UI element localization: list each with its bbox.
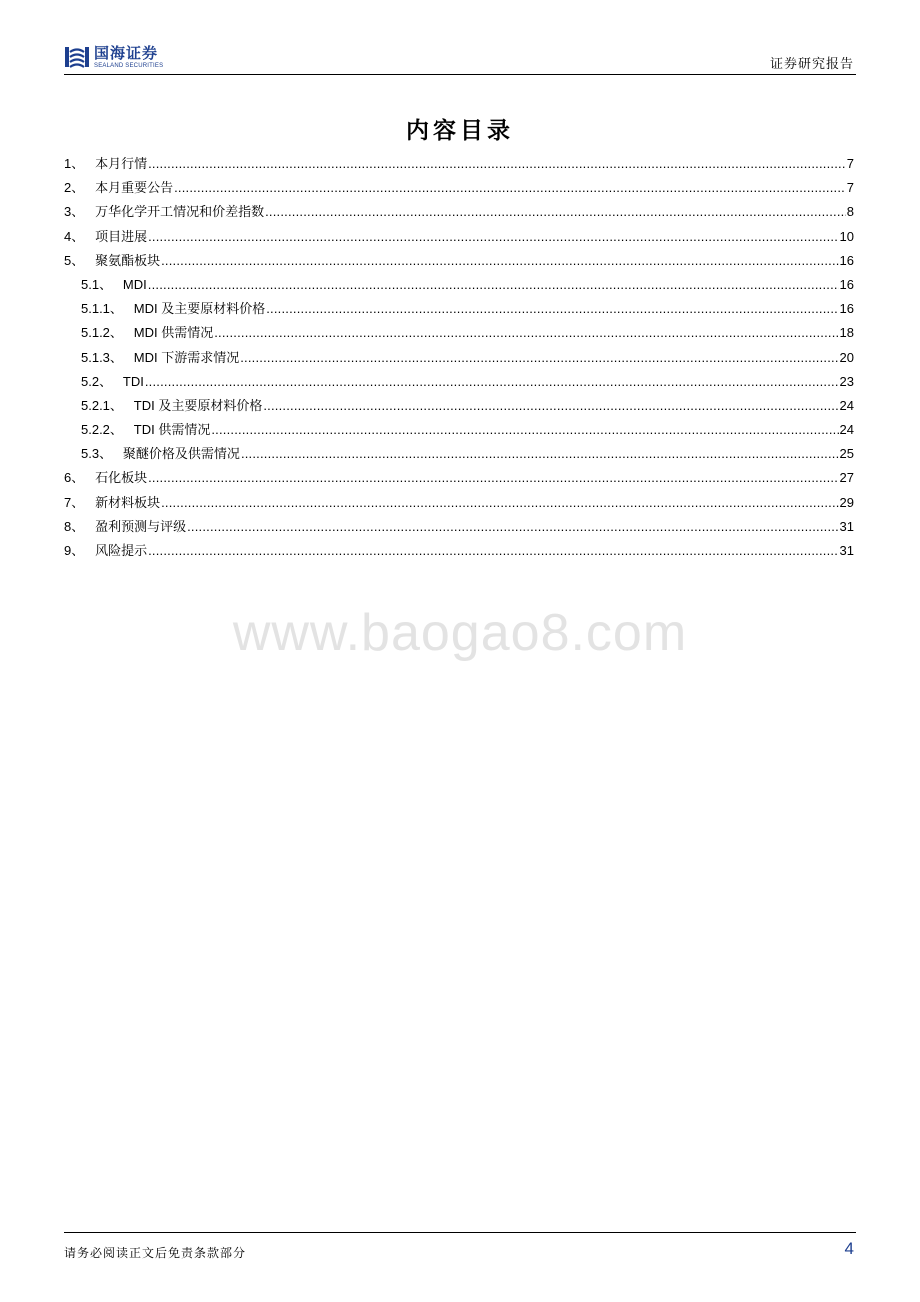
toc-leader-dots [148,229,838,244]
toc-entry-title: 项目进展 [95,228,148,244]
watermark: www.baogao8.com [232,604,688,662]
toc-entry-page: 24 [839,397,854,413]
toc-entry-title: TDI 供需情况 [133,422,211,438]
report-type-label: 证券研究报告 [769,57,854,72]
toc-entry-title: 风险提示 [95,543,148,558]
toc-entry-page: 16 [839,252,854,268]
toc-entry-title: 聚氨酯板块 [95,252,161,268]
toc-entry-title: MDI [122,276,147,292]
toc-entry[interactable] [64,153,854,177]
toc-entry-number: 8、 [64,518,85,534]
toc-entry[interactable] [64,467,854,491]
toc-entry[interactable] [64,371,854,395]
toc-entry-page: 18 [839,325,854,341]
toc-entry-page: 31 [839,543,854,558]
toc-entry-number: 3、 [64,204,85,220]
toc-entry[interactable] [64,540,854,564]
toc-entry[interactable] [64,226,854,250]
sealand-logo-icon [64,44,90,70]
toc-entry-title: 盈利预测与评级 [95,518,187,534]
toc-entry-number: 4、 [64,228,85,244]
toc-leader-dots [148,543,838,558]
toc-entry-title: MDI 及主要原材料价格 [133,301,266,317]
toc-leader-dots [240,350,838,365]
toc-leader-dots [148,277,839,292]
toc-entry-page: 23 [839,373,854,389]
toc-entry-title: TDI 及主要原材料价格 [133,397,263,413]
toc-entry-number: 6、 [64,470,85,486]
toc-entry-number: 5.1.3、 [81,349,123,365]
logo-name-cn: 国海证券 [94,43,159,62]
toc-entry-title: 石化板块 [95,470,148,486]
toc-entry[interactable] [64,419,854,443]
toc-leader-dots [174,180,846,195]
page-header [64,40,856,75]
toc-entry[interactable] [64,322,854,346]
toc-entry-title: TDI [122,373,144,389]
toc-entry-number: 5.1、 [81,276,113,292]
toc-entry-title: MDI 供需情况 [133,325,214,341]
toc-entry-page: 10 [839,228,854,244]
toc-entry-page: 16 [839,276,854,292]
toc-entry-number: 5.2、 [81,373,113,389]
toc-entry[interactable] [64,347,854,371]
toc-leader-dots [148,156,846,171]
toc-entry-title: 聚醚价格及供需情况 [122,446,240,462]
toc-entry-number: 5.1.2、 [81,325,123,341]
toc-leader-dots [145,374,839,389]
toc-entry-title: 新材料板块 [95,494,161,510]
toc-entry[interactable] [64,395,854,419]
toc-title: 内容目录 [406,118,514,144]
toc-entry-page: 27 [839,470,854,486]
toc-entry[interactable] [64,250,854,274]
toc-entry-page: 7 [846,180,854,196]
toc-entry[interactable] [64,443,854,467]
toc-entry-number: 2、 [64,180,85,196]
toc-leader-dots [265,204,846,219]
toc-entry-title: 本月重要公告 [95,180,174,196]
toc-entry[interactable] [64,177,854,201]
toc-leader-dots [263,398,838,413]
toc-entry-page: 20 [839,349,854,365]
toc-entry-title: MDI 下游需求情况 [133,349,240,365]
toc-entry-number: 7、 [64,494,85,510]
toc-entry-number: 1、 [64,156,85,171]
toc-entry-page: 31 [839,518,854,534]
company-logo [64,44,163,70]
toc-entry-number: 9、 [64,543,85,558]
toc-entry-page: 8 [846,204,854,220]
toc-entry[interactable] [64,274,854,298]
toc-leader-dots [161,495,838,510]
toc-entry-page: 29 [839,494,854,510]
toc-leader-dots [148,470,838,485]
toc-leader-dots [214,325,838,340]
toc-entry-number: 5、 [64,252,85,268]
toc-leader-dots [211,422,838,437]
toc-entry-number: 5.2.2、 [81,422,123,438]
toc-entry-page: 16 [839,301,854,317]
table-of-contents [64,153,854,564]
page-footer [64,1232,856,1267]
toc-entry-page: 24 [839,422,854,438]
toc-entry[interactable] [64,298,854,322]
toc-leader-dots [241,446,839,461]
page-number: 4 [844,1239,854,1258]
toc-entry[interactable] [64,492,854,516]
toc-leader-dots [161,253,838,268]
logo-name-en: SEALAND SECURITIES [94,62,164,69]
logo-text [94,43,164,69]
toc-leader-dots [266,301,838,316]
toc-entry-page: 7 [846,156,854,171]
toc-entry-page: 25 [839,446,854,462]
toc-entry-number: 5.2.1、 [81,397,123,413]
toc-entry-title: 本月行情 [95,156,148,171]
toc-entry-number: 5.3、 [81,446,113,462]
toc-leader-dots [187,519,838,534]
toc-entry-number: 5.1.1、 [81,301,123,317]
toc-entry-title: 万华化学开工情况和价差指数 [95,204,265,220]
toc-entry[interactable] [64,201,854,225]
disclaimer-text: 请务必阅读正文后免责条款部分 [64,1246,247,1260]
toc-entry[interactable] [64,516,854,540]
